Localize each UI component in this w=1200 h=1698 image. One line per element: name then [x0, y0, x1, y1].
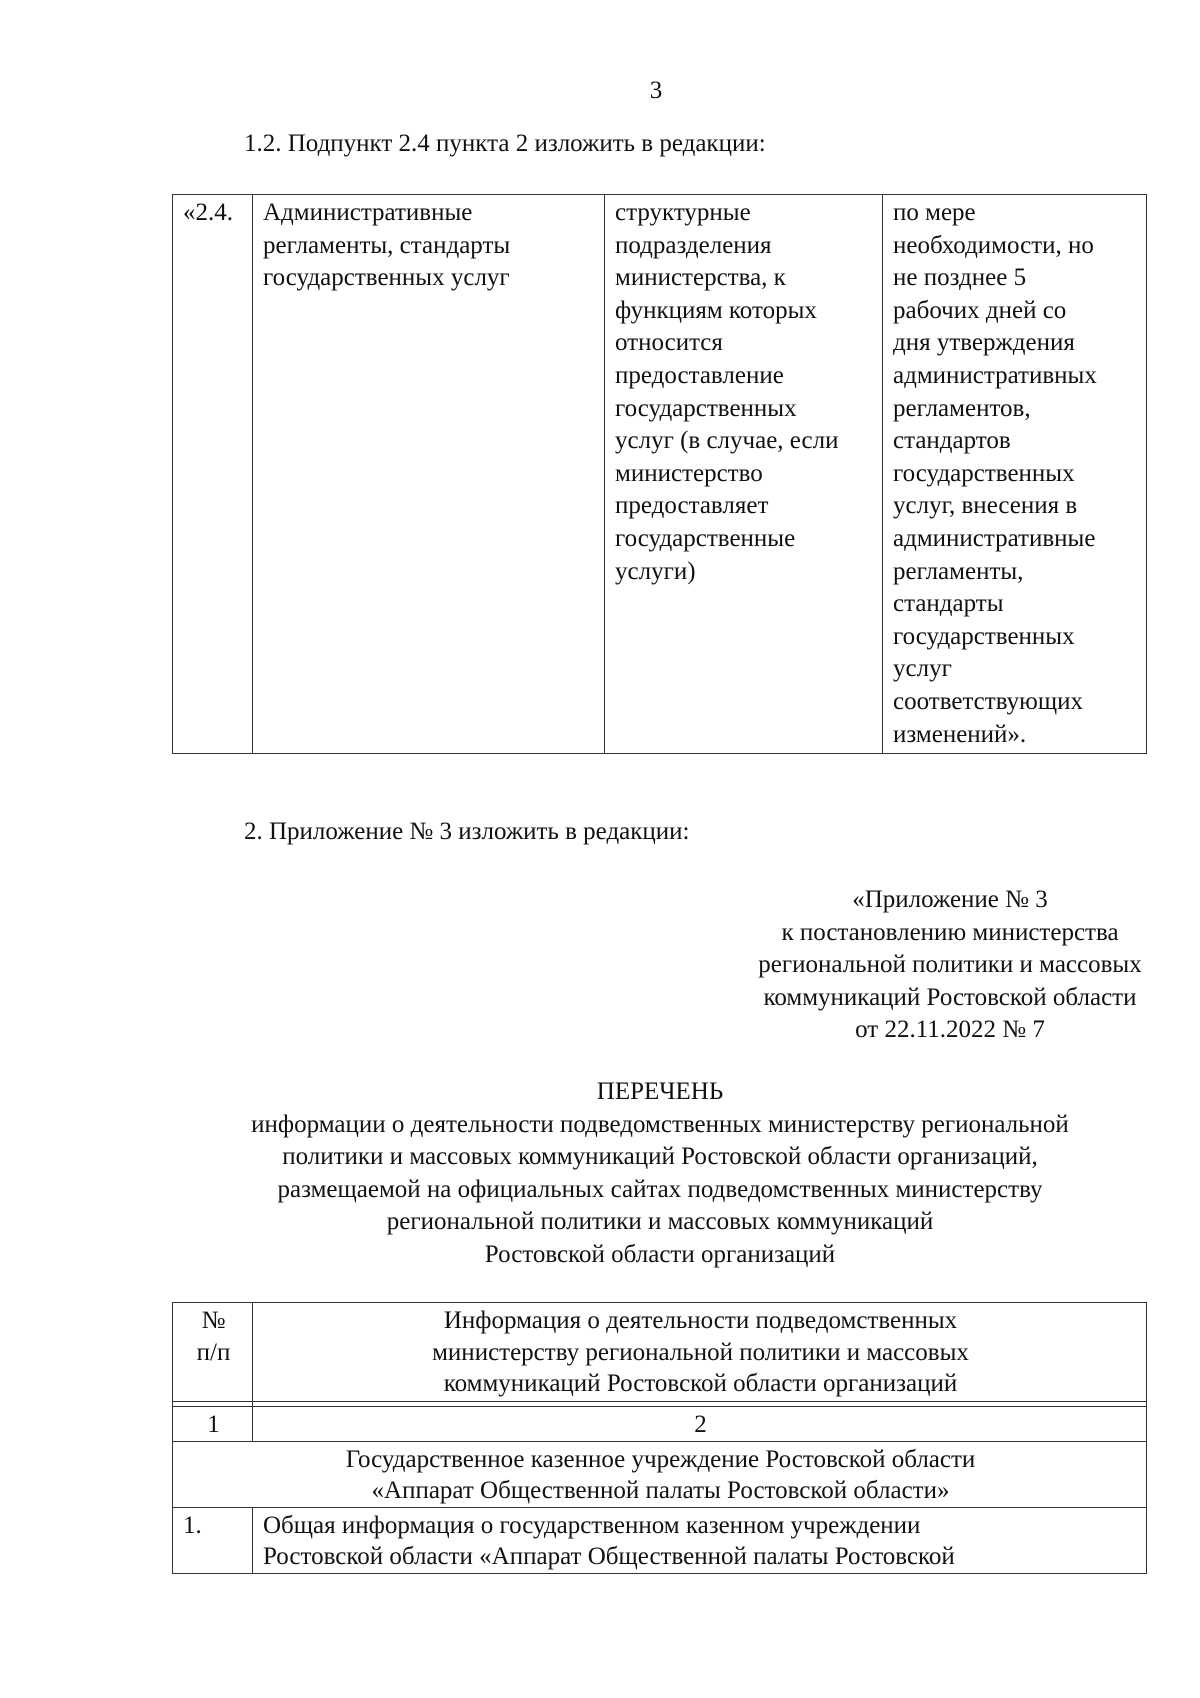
page-number: 3 [649, 77, 663, 104]
column-number-1: 1 [173, 1407, 253, 1442]
appendix-line: коммуникаций Ростовской области [763, 983, 1137, 1011]
cell-deadline: по мере необходимости, но не позднее 5 рабочих дней со дня утверждения административных регламентов, стандартов государственных услуг, внесения в административные регламенты, стандарты государственных услуг соответствующих изменений». [883, 195, 1147, 754]
appendix-line: от 22.11.2022 № 7 [855, 1016, 1045, 1043]
cell-responsible: структурные подразделения министерства, к функциям которых относится предоставление государственных услуг (в случае, если министерство предоставляет государственные услуги) [605, 195, 883, 754]
appendix-line: к постановлению министерства [781, 918, 1119, 946]
title-line: информации о деятельности подведомственных министерству региональной [251, 1110, 1069, 1138]
column-numbers-row [173, 1407, 1147, 1442]
paragraph-1-2: 1.2. Подпункт 2.4 пункта 2 изложить в редакции: [244, 130, 766, 157]
title-line: Ростовской области организаций [484, 1240, 836, 1268]
paragraph-2: 2. Приложение № 3 изложить в редакции: [244, 818, 690, 845]
appendix-line: «Приложение № 3 [852, 886, 1048, 913]
amendment-table [172, 194, 1147, 754]
title-line: размещаемой на официальных сайтах подведомственных министерству [277, 1175, 1043, 1203]
title-heading: ПЕРЕЧЕНЬ [596, 1078, 724, 1105]
header-information: Информация о деятельности подведомственных министерству региональной политики и массовых коммуникаций Ростовской области организаций [253, 1303, 1147, 1402]
cell-item-number: «2.4. [173, 195, 253, 754]
organization-name: Государственное казенное учреждение Ростовской области «Аппарат Общественной палаты Ростовской области» [173, 1441, 1147, 1507]
row-text: Общая информация о государственном казенном учреждении Ростовской области «Аппарат Общественной палаты Ростовской [253, 1507, 1147, 1573]
table-row [173, 1507, 1147, 1573]
document-title [160, 1076, 1160, 1271]
information-list-table [172, 1302, 1147, 1574]
cell-information: Административные регламенты, стандарты государственных услуг [253, 195, 605, 754]
title-line: региональной политики и массовых коммуникаций [386, 1208, 934, 1235]
title-line: политики и массовых коммуникаций Ростовской области организаций, [282, 1143, 1038, 1170]
appendix-line: региональной политики и массовых [758, 951, 1142, 978]
column-number-2: 2 [253, 1407, 1147, 1442]
row-number: 1. [173, 1507, 253, 1573]
appendix-header [700, 884, 1200, 1047]
table-row [173, 195, 1147, 754]
header-number: № п/п [173, 1303, 253, 1402]
table-header-row [173, 1303, 1147, 1402]
organization-row [173, 1441, 1147, 1507]
